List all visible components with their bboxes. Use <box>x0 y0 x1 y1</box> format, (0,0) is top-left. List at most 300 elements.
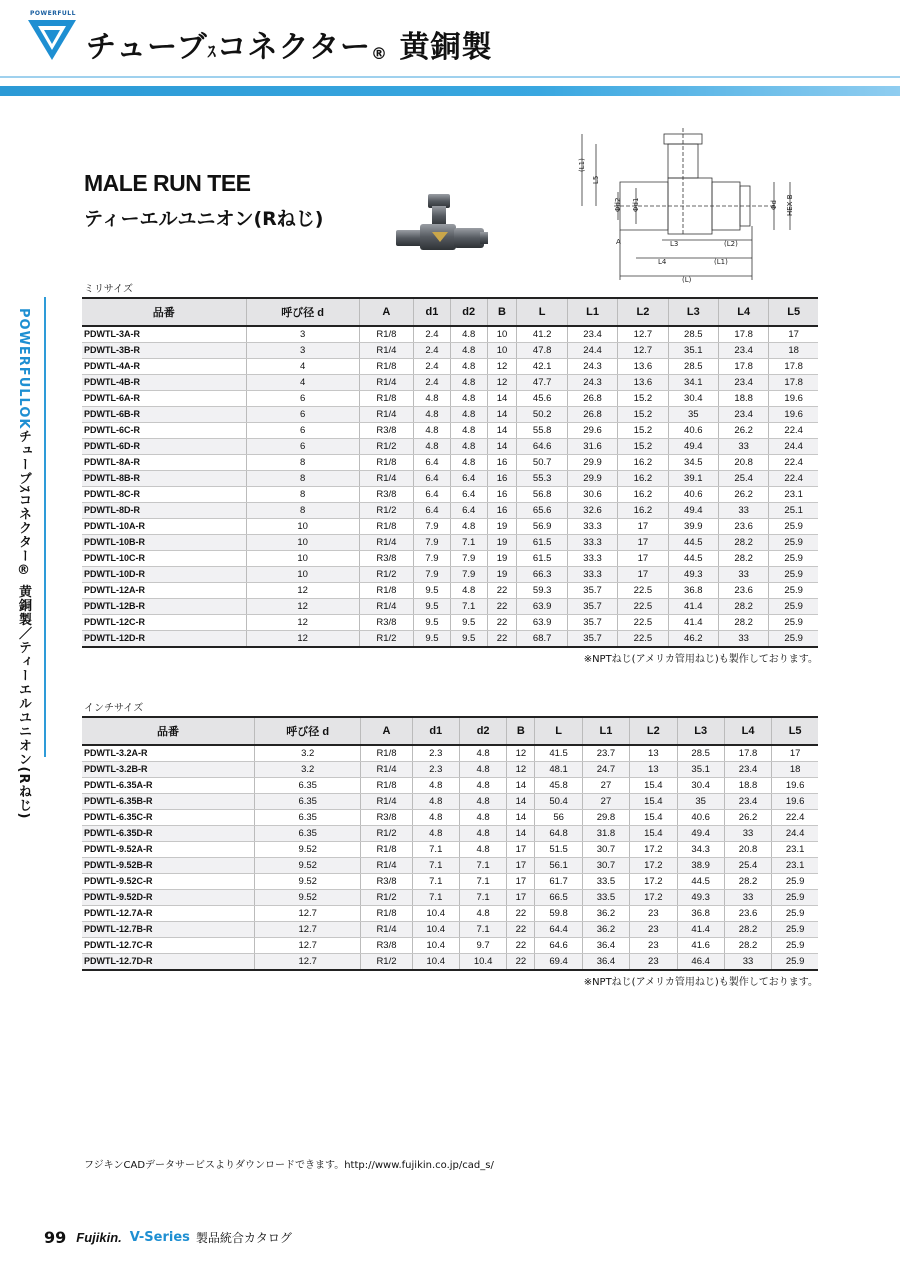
table-cell: 20.8 <box>718 455 768 471</box>
table-cell: 12 <box>507 762 535 778</box>
table-cell: 34.3 <box>677 842 724 858</box>
dim-label: Φd1 <box>632 197 640 212</box>
table-cell: 8 <box>246 487 359 503</box>
table-cell: 23 <box>630 938 677 954</box>
part-number-cell: PDWTL-4A-R <box>82 359 246 375</box>
table-cell: 18.8 <box>718 391 768 407</box>
column-header: L2 <box>618 298 668 326</box>
column-header: 呼び径 d <box>255 717 361 745</box>
table-cell: 47.7 <box>517 375 567 391</box>
table-cell: 4.8 <box>450 375 487 391</box>
table-cell: 41.6 <box>677 938 724 954</box>
table-cell: 12 <box>246 631 359 648</box>
table-cell: 33.5 <box>582 890 629 906</box>
table-cell: 28.2 <box>724 938 771 954</box>
table-cell: 15.4 <box>630 794 677 810</box>
table-cell: 12 <box>246 583 359 599</box>
table-cell: 25.9 <box>772 906 818 922</box>
column-header: L4 <box>724 717 771 745</box>
part-number-cell: PDWTL-12B-R <box>82 599 246 615</box>
part-number-cell: PDWTL-6.35C-R <box>82 810 255 826</box>
table-cell: 28.2 <box>718 551 768 567</box>
table-cell: 33.3 <box>567 519 617 535</box>
table-cell: 4.8 <box>412 794 459 810</box>
table-cell: 12.7 <box>255 922 361 938</box>
table-cell: 15.2 <box>618 407 668 423</box>
table-cell: 41.4 <box>677 922 724 938</box>
table-cell: 30.6 <box>567 487 617 503</box>
table-cell: R1/2 <box>359 567 413 583</box>
table-cell: 10.4 <box>459 954 506 971</box>
table-cell: 17 <box>618 551 668 567</box>
table-row <box>82 631 818 648</box>
table-cell: 24.4 <box>567 343 617 359</box>
table-row <box>82 567 818 583</box>
table-cell: 36.2 <box>582 906 629 922</box>
table-cell: 6.4 <box>414 471 451 487</box>
side-text: チューブｽコネクター® 黄銅製／ティーエルユニオン(Rねじ) <box>16 429 31 820</box>
table-cell: 25.9 <box>769 615 818 631</box>
table-row <box>82 794 818 810</box>
table-cell: 17 <box>618 519 668 535</box>
table-cell: 12.7 <box>255 938 361 954</box>
table-cell: 28.2 <box>724 874 771 890</box>
table-row <box>82 343 818 359</box>
table-cell: R1/8 <box>361 842 412 858</box>
table-cell: 29.8 <box>582 810 629 826</box>
table-cell: 49.4 <box>668 439 718 455</box>
table-cell: 19 <box>487 567 517 583</box>
table-cell: 25.9 <box>769 551 818 567</box>
fujikin-logo-icon <box>24 10 80 66</box>
table-cell: 23.6 <box>718 583 768 599</box>
table-cell: R1/4 <box>359 471 413 487</box>
table-cell: 25.4 <box>724 858 771 874</box>
table-cell: 23.4 <box>567 326 617 343</box>
table-cell: R1/2 <box>359 439 413 455</box>
table-cell: 6.35 <box>255 778 361 794</box>
table-cell: R1/4 <box>359 407 413 423</box>
part-number-cell: PDWTL-12.7A-R <box>82 906 255 922</box>
table-cell: 16 <box>487 455 517 471</box>
table-cell: 15.2 <box>618 423 668 439</box>
table-cell: R1/4 <box>359 343 413 359</box>
table-cell: 6.4 <box>450 487 487 503</box>
table-cell: 17 <box>772 745 818 762</box>
table-cell: 13.6 <box>618 375 668 391</box>
table-cell: 7.1 <box>412 858 459 874</box>
table-cell: 4.8 <box>412 810 459 826</box>
table-row <box>82 810 818 826</box>
table-cell: 41.2 <box>517 326 567 343</box>
part-number-cell: PDWTL-6.35D-R <box>82 826 255 842</box>
table-cell: R3/8 <box>359 615 413 631</box>
table-cell: 6 <box>246 407 359 423</box>
table-cell: 6.4 <box>450 471 487 487</box>
table-cell: 4.8 <box>459 762 506 778</box>
table-cell: 41.5 <box>535 745 582 762</box>
table-cell: 29.6 <box>567 423 617 439</box>
table-cell: 25.9 <box>772 890 818 906</box>
table-cell: 36.4 <box>582 954 629 971</box>
part-number-cell: PDWTL-6C-R <box>82 423 246 439</box>
table-cell: 19 <box>487 535 517 551</box>
table-cell: 39.1 <box>668 471 718 487</box>
table-cell: 25.9 <box>772 922 818 938</box>
table-cell: 17 <box>507 874 535 890</box>
inch-note: ※NPTねじ(アメリカ管用ねじ)も製作しております。 <box>583 977 818 988</box>
table-row <box>82 858 818 874</box>
table-cell: 4.8 <box>450 455 487 471</box>
table-cell: 56.8 <box>517 487 567 503</box>
table-cell: 2.3 <box>412 762 459 778</box>
column-header: L2 <box>630 717 677 745</box>
part-number-cell: PDWTL-9.52B-R <box>82 858 255 874</box>
table-cell: 12.7 <box>618 326 668 343</box>
table-cell: 22 <box>487 583 517 599</box>
table-cell: 19.6 <box>769 391 818 407</box>
table-cell: 27 <box>582 778 629 794</box>
table-cell: 47.8 <box>517 343 567 359</box>
table-cell: 9.5 <box>450 631 487 648</box>
table-cell: 25.9 <box>769 583 818 599</box>
table-cell: 25.4 <box>718 471 768 487</box>
table-cell: 28.2 <box>718 615 768 631</box>
part-number-cell: PDWTL-12.7B-R <box>82 922 255 938</box>
table-cell: 44.5 <box>668 535 718 551</box>
table-cell: 36.4 <box>582 938 629 954</box>
table-cell: 9.5 <box>414 631 451 648</box>
table-row <box>82 423 818 439</box>
table-cell: 4.8 <box>450 326 487 343</box>
table-cell: R1/2 <box>361 890 412 906</box>
table-cell: 16 <box>487 487 517 503</box>
table-cell: R1/2 <box>359 503 413 519</box>
table-cell: 4.8 <box>450 407 487 423</box>
table-cell: 14 <box>487 439 517 455</box>
table-cell: 29.9 <box>567 455 617 471</box>
dim-label: Φd <box>770 200 778 210</box>
table-cell: 7.1 <box>459 890 506 906</box>
table-row <box>82 938 818 954</box>
table-cell: 7.1 <box>412 890 459 906</box>
table-cell: 40.6 <box>668 423 718 439</box>
page-header <box>0 0 900 98</box>
part-number-cell: PDWTL-10A-R <box>82 519 246 535</box>
table-cell: 23.1 <box>769 487 818 503</box>
table-row <box>82 615 818 631</box>
table-cell: 14 <box>507 794 535 810</box>
dim-label: HEX B <box>786 194 794 216</box>
part-number-cell: PDWTL-8B-R <box>82 471 246 487</box>
table-cell: 18 <box>772 762 818 778</box>
part-number-cell: PDWTL-4B-R <box>82 375 246 391</box>
column-header: A <box>359 298 413 326</box>
part-number-cell: PDWTL-6A-R <box>82 391 246 407</box>
table-cell: 6.35 <box>255 810 361 826</box>
table-cell: 23.1 <box>772 858 818 874</box>
table-cell: 4 <box>246 359 359 375</box>
table-cell: 17.8 <box>769 359 818 375</box>
table-cell: 4.8 <box>450 423 487 439</box>
table-cell: 30.4 <box>677 778 724 794</box>
table-cell: 61.5 <box>517 535 567 551</box>
part-number-cell: PDWTL-12.7C-R <box>82 938 255 954</box>
table-cell: 7.1 <box>450 535 487 551</box>
table-cell: 25.9 <box>772 954 818 971</box>
table-row <box>82 826 818 842</box>
table-cell: 49.3 <box>677 890 724 906</box>
table-row <box>82 922 818 938</box>
table-cell: 56.9 <box>517 519 567 535</box>
table-cell: 9.52 <box>255 890 361 906</box>
table-cell: 10 <box>246 551 359 567</box>
table-cell: 4.8 <box>459 778 506 794</box>
table-cell: 35 <box>677 794 724 810</box>
table-cell: R1/4 <box>361 858 412 874</box>
table-cell: 9.5 <box>414 583 451 599</box>
table-cell: 36.8 <box>677 906 724 922</box>
table-row <box>82 439 818 455</box>
part-number-cell: PDWTL-6.35A-R <box>82 778 255 794</box>
table-cell: R1/8 <box>359 326 413 343</box>
page-title: チューブｽコネクター® 黄銅製 <box>86 30 493 65</box>
table-cell: R3/8 <box>361 938 412 954</box>
part-number-cell: PDWTL-3.2A-R <box>82 745 255 762</box>
table-cell: 10 <box>246 519 359 535</box>
table-cell: 22 <box>507 922 535 938</box>
table-cell: 23.6 <box>724 906 771 922</box>
table-cell: 2.4 <box>414 375 451 391</box>
table-cell: 2.4 <box>414 343 451 359</box>
table-cell: 19.6 <box>772 778 818 794</box>
table-cell: 2.4 <box>414 359 451 375</box>
metric-spec-table <box>82 297 818 648</box>
table-row <box>82 487 818 503</box>
table-cell: 17.8 <box>718 359 768 375</box>
table-cell: 30.7 <box>582 842 629 858</box>
table-cell: 9.5 <box>414 615 451 631</box>
table-cell: 10 <box>246 535 359 551</box>
column-header: d1 <box>412 717 459 745</box>
table-cell: 15.4 <box>630 778 677 794</box>
table-cell: 8 <box>246 471 359 487</box>
column-header: L <box>535 717 582 745</box>
table-cell: 25.9 <box>769 567 818 583</box>
table-cell: 15.4 <box>630 826 677 842</box>
table-row <box>82 519 818 535</box>
table-cell: 64.4 <box>535 922 582 938</box>
table-cell: 24.4 <box>772 826 818 842</box>
cad-download-note: フジキンCADデータサービスよりダウンロードできます。http://www.fujikin.co.jp/cad_s/ <box>84 1160 494 1171</box>
table-cell: 4.8 <box>459 810 506 826</box>
table-cell: 7.9 <box>450 567 487 583</box>
table-cell: 3 <box>246 343 359 359</box>
table-cell: 18 <box>769 343 818 359</box>
table-cell: 45.6 <box>517 391 567 407</box>
column-header: L4 <box>718 298 768 326</box>
table-cell: R1/8 <box>359 583 413 599</box>
table-cell: 22 <box>487 615 517 631</box>
table-cell: 4.8 <box>412 778 459 794</box>
dimension-drawing <box>574 126 806 284</box>
table-cell: 12 <box>507 745 535 762</box>
table-cell: 22 <box>507 954 535 971</box>
table-cell: 36.2 <box>582 922 629 938</box>
table-cell: 15.2 <box>618 439 668 455</box>
table-cell: R3/8 <box>359 423 413 439</box>
dim-label: L4 <box>658 258 667 266</box>
table-cell: 4.8 <box>414 407 451 423</box>
table-row <box>82 326 818 343</box>
table-row <box>82 407 818 423</box>
table-cell: 26.2 <box>718 487 768 503</box>
table-row <box>82 471 818 487</box>
table-cell: R1/4 <box>361 794 412 810</box>
table-cell: 4.8 <box>412 826 459 842</box>
column-header: L5 <box>772 717 818 745</box>
table-cell: 44.5 <box>677 874 724 890</box>
table-cell: 35 <box>668 407 718 423</box>
table-cell: R1/8 <box>361 778 412 794</box>
column-header: 品番 <box>82 717 255 745</box>
table-cell: 30.4 <box>668 391 718 407</box>
table-cell: 59.8 <box>535 906 582 922</box>
table-cell: 17.2 <box>630 858 677 874</box>
table-cell: 23.4 <box>718 375 768 391</box>
table-cell: 22.5 <box>618 599 668 615</box>
table-cell: 49.4 <box>668 503 718 519</box>
part-number-cell: PDWTL-6B-R <box>82 407 246 423</box>
table-cell: 15.4 <box>630 810 677 826</box>
table-cell: R1/4 <box>359 535 413 551</box>
page-number: 99 <box>44 1227 67 1247</box>
column-header: L3 <box>677 717 724 745</box>
table-cell: 26.8 <box>567 391 617 407</box>
table-cell: 17 <box>507 842 535 858</box>
table-cell: 4.8 <box>450 359 487 375</box>
table-cell: 46.2 <box>668 631 718 648</box>
table-cell: 3 <box>246 326 359 343</box>
table-cell: 10.4 <box>412 922 459 938</box>
table-cell: R1/4 <box>361 762 412 778</box>
table-row <box>82 551 818 567</box>
table-cell: 61.7 <box>535 874 582 890</box>
table-cell: 23 <box>630 954 677 971</box>
table-cell: 69.4 <box>535 954 582 971</box>
table-cell: 42.1 <box>517 359 567 375</box>
part-number-cell: PDWTL-8C-R <box>82 487 246 503</box>
table-cell: 68.7 <box>517 631 567 648</box>
table-cell: 16.2 <box>618 487 668 503</box>
table-cell: R3/8 <box>361 874 412 890</box>
table-cell: R1/4 <box>359 599 413 615</box>
table-cell: 19.6 <box>769 407 818 423</box>
table-cell: 66.3 <box>517 567 567 583</box>
table-cell: 33.5 <box>582 874 629 890</box>
table-cell: 7.9 <box>450 551 487 567</box>
table-cell: 10 <box>487 326 517 343</box>
table-cell: 33 <box>724 826 771 842</box>
table-cell: 16 <box>487 471 517 487</box>
table-cell: 45.8 <box>535 778 582 794</box>
table-cell: 4.8 <box>450 439 487 455</box>
table-cell: 4.8 <box>459 794 506 810</box>
column-header: A <box>361 717 412 745</box>
table-cell: 23.4 <box>724 794 771 810</box>
table-cell: 12.7 <box>255 906 361 922</box>
part-number-cell: PDWTL-12D-R <box>82 631 246 648</box>
section-title: MALE RUN TEE <box>84 170 251 196</box>
catalog-label: 製品統合カタログ <box>195 1230 292 1245</box>
table-cell: 12 <box>246 615 359 631</box>
table-cell: 6 <box>246 423 359 439</box>
table-cell: 4.8 <box>414 439 451 455</box>
header-rule-thick <box>0 86 900 96</box>
table-cell: 6 <box>246 391 359 407</box>
table-cell: 4.8 <box>459 842 506 858</box>
table-cell: 28.2 <box>724 922 771 938</box>
table-cell: 7.1 <box>412 842 459 858</box>
table-cell: 14 <box>507 810 535 826</box>
table-row <box>82 599 818 615</box>
table-cell: 12.7 <box>618 343 668 359</box>
table-cell: 16.2 <box>618 455 668 471</box>
table-cell: 6.4 <box>414 487 451 503</box>
table-cell: 10 <box>487 343 517 359</box>
table-cell: 30.7 <box>582 858 629 874</box>
table-cell: 17.2 <box>630 890 677 906</box>
part-number-cell: PDWTL-12.7D-R <box>82 954 255 971</box>
table-cell: 20.8 <box>724 842 771 858</box>
metric-note: ※NPTねじ(アメリカ管用ねじ)も製作しております。 <box>583 654 818 665</box>
table-cell: 7.1 <box>412 874 459 890</box>
table-cell: 34.1 <box>668 375 718 391</box>
table-cell: 2.4 <box>414 326 451 343</box>
table-cell: 23.6 <box>718 519 768 535</box>
table-cell: 35.7 <box>567 615 617 631</box>
table-cell: 50.4 <box>535 794 582 810</box>
side-caption <box>14 308 33 819</box>
table-cell: 64.8 <box>535 826 582 842</box>
table-cell: 7.9 <box>414 567 451 583</box>
table-cell: 9.52 <box>255 874 361 890</box>
table-cell: 33.3 <box>567 551 617 567</box>
table-cell: R3/8 <box>359 487 413 503</box>
part-number-cell: PDWTL-9.52D-R <box>82 890 255 906</box>
table-cell: R1/2 <box>361 954 412 971</box>
column-header: L <box>517 298 567 326</box>
table-row <box>82 954 818 971</box>
table-cell: 17.2 <box>630 842 677 858</box>
header-rule-thin <box>0 76 900 78</box>
table-cell: 22 <box>487 631 517 648</box>
column-header: 品番 <box>82 298 246 326</box>
table-cell: 6.4 <box>414 503 451 519</box>
table-cell: 59.3 <box>517 583 567 599</box>
table-cell: 23.4 <box>724 762 771 778</box>
column-header: d1 <box>414 298 451 326</box>
table-cell: 63.9 <box>517 615 567 631</box>
part-number-cell: PDWTL-9.52C-R <box>82 874 255 890</box>
column-header: L5 <box>769 298 818 326</box>
table-cell: R1/8 <box>361 906 412 922</box>
table-cell: 33.3 <box>567 535 617 551</box>
table-row <box>82 842 818 858</box>
table-cell: 4.8 <box>450 519 487 535</box>
table-cell: 7.9 <box>414 535 451 551</box>
table-cell: 13 <box>630 745 677 762</box>
